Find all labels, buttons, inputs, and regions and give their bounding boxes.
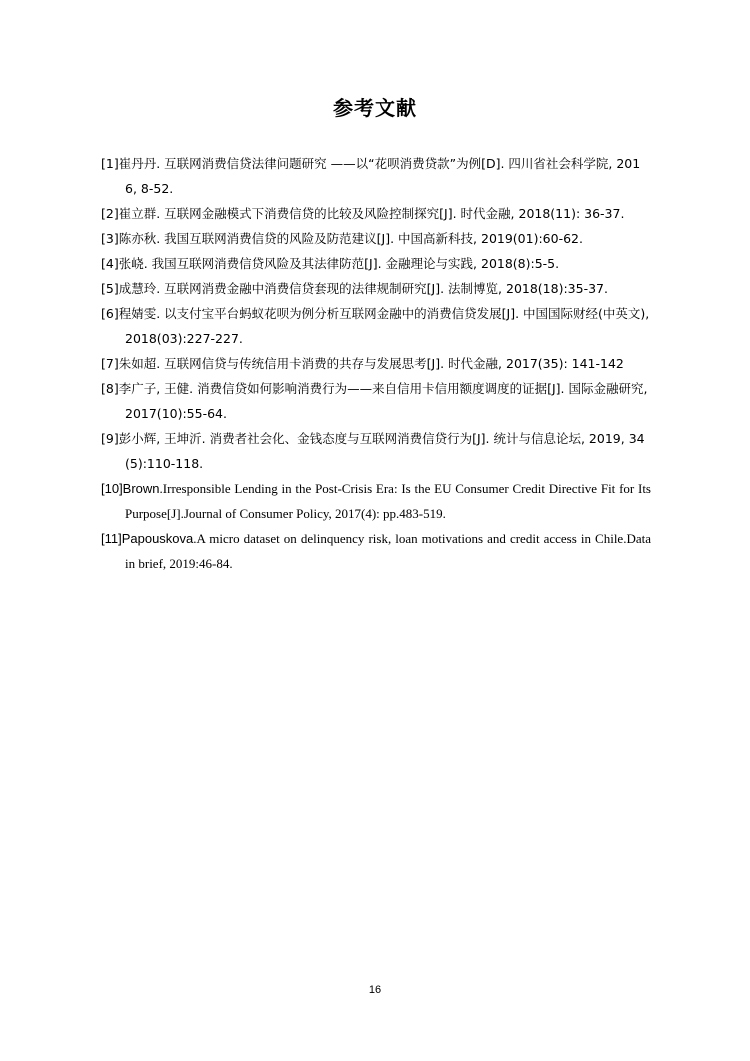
reference-text: .A micro dataset on delinquency risk, loan motivations and credit access in Chile.Data in brief, 2019:46-84.	[125, 531, 651, 571]
reference-item: [3]陈亦秋. 我国互联网消费信贷的风险及防范建议[J]. 中国高新科技, 2019(01):60-62.	[101, 231, 583, 246]
reference-text: .Irresponsible Lending in the Post-Crisis Era: Is the EU Consumer Credit Directive Fit for Its Purpose[J].Journal of Consumer Policy, 2017(4): pp.483-519.	[125, 481, 651, 521]
page-title: 参考文献	[333, 96, 417, 120]
reference-item: [9]彭小辉, 王坤沂. 消费者社会化、金钱态度与互联网消费信贷行为[J]. 统计与信息论坛, 2019, 34(5):110-118.	[101, 431, 645, 471]
page-number: 16	[368, 984, 382, 996]
reference-author: [10]Brown	[101, 481, 160, 496]
reference-item: [7]朱如超. 互联网信贷与传统信用卡消费的共存与发展思考[J]. 时代金融, 2017(35): 141-142	[101, 356, 624, 371]
reference-item-10	[101, 476, 651, 526]
reference-item: [2]崔立群. 互联网金融模式下消费信贷的比较及风险控制探究[J]. 时代金融, 2018(11): 36-37.	[101, 206, 625, 221]
reference-author: [11]Papouskova	[101, 531, 194, 546]
reference-item: [6]程婧雯. 以支付宝平台蚂蚁花呗为例分析互联网金融中的消费信贷发展[J]. 中国国际财经(中英文), 2018(03):227-227.	[101, 306, 650, 346]
reference-item: [5]成慧玲. 互联网消费金融中消费信贷套现的法律规制研究[J]. 法制博览, 2018(18):35-37.	[101, 281, 608, 296]
reference-item: [8]李广子, 王健. 消费信贷如何影响消费行为——来自信用卡信用额度调度的证据[J]. 国际金融研究, 2017(10):55-64.	[101, 381, 648, 421]
reference-item: [1]崔丹丹. 互联网消费信贷法律问题研究 ——以“花呗消费贷款”为例[D]. 四川省社会科学院, 2016, 8-52.	[101, 156, 641, 196]
reference-item-11	[101, 526, 651, 576]
reference-item: [4]张峣. 我国互联网消费信贷风险及其法律防范[J]. 金融理论与实践, 2018(8):5-5.	[101, 256, 560, 271]
reference-list	[101, 151, 651, 576]
